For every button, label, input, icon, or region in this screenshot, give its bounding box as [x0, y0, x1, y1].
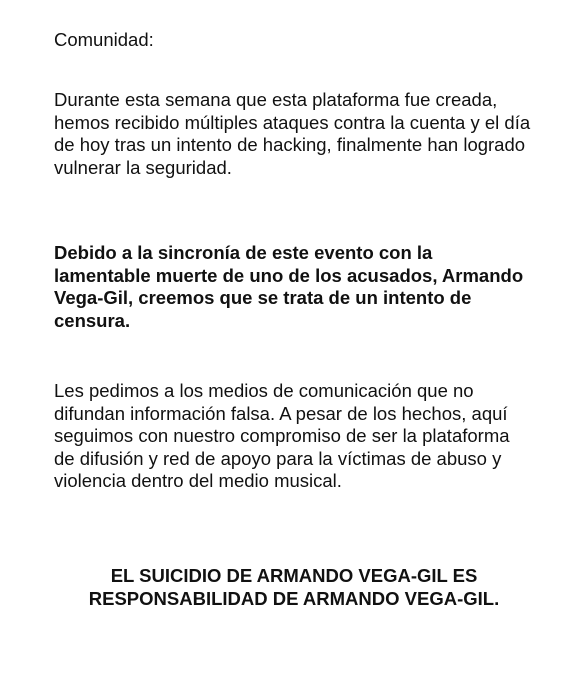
- paragraph-media-request: Les pedimos a los medios de comunicación que no difundan información falsa. A pesar de los hechos, aquí seguimos con nuestro compromiso de ser la plataforma de difusión y red de apoyo para la víctimas de abuso y violencia dentro del medio musical.: [54, 380, 510, 491]
- paragraph-censorship: Debido a la sincronía de este evento con la lamentable muerte de uno de los acusados, Armando Vega-Gil, creemos que se trata de un intento de censura.: [54, 242, 524, 331]
- closing-statement: [0, 565, 588, 610]
- closing-line-2: RESPONSABILIDAD DE ARMANDO VEGA-GIL.: [88, 587, 500, 609]
- paragraph-hacking: Durante esta semana que esta plataforma fue creada, hemos recibido múltiples ataques contra la cuenta y el día de hoy tras un intento de hacking, finalmente han logrado vulnerar la seguridad.: [54, 89, 531, 178]
- closing-line-1: EL SUICIDIO DE ARMANDO VEGA-GIL ES: [110, 565, 478, 586]
- greeting: Comunidad:: [54, 29, 154, 50]
